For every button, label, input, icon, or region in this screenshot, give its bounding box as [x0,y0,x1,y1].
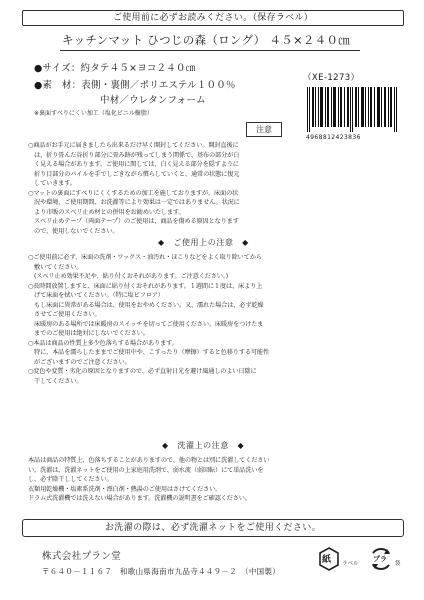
title-underline [60,50,360,51]
caution-list [28,141,240,236]
barcode-number: 4968812423836 [306,134,361,141]
caution-line: く見える場合があります。ご使用に関しては、白く見える部分を隠すように [28,161,239,168]
plastic-recycle-icon [368,545,394,577]
washing-list [28,456,269,504]
material-spec: ●素 材：表側・裏側／ポリエステル１００％ [34,80,236,91]
storage-label-notice: ご使用前に必ずお読みください。（保存ラベル） [22,10,404,26]
usage-line: 敷いてください。 [28,263,83,271]
usage-line: ○ご使用前に必ず、床面の洗剤・ワックス・油汚れ・ほこりなどをよく取り除いてから [28,254,262,261]
material-note: ※裏面すべりにくい加工（塩化ビニル樹脂） [34,110,153,117]
company-name: 株式会社プラン堂 [42,551,122,562]
washing-line: 衣類用乾燥機・塩素系洗剤・漂白剤・熱湯のご使用はさけてください。 [28,485,222,493]
caution-heading: 注意 [246,122,282,137]
caution-line: 況や環境、ご使用期間、お洗濯等により効果は一定ではありません。状況に [28,199,240,206]
material-spec-inner: 中材／ウレタンフォーム [100,95,206,106]
caution-line: より市販のスベリ止め材との併用をお勧めいたします。 [28,208,185,216]
paper-mark-label: ラベル [342,561,359,567]
washing-line: し、必ず陰干ししてください。 [28,476,113,483]
product-code: （XE-1273） [303,73,360,83]
caution-line: ので、使用しないでください。 [28,227,119,235]
washing-heading: ◆ 洗濯上の注意 ◆ [162,441,245,450]
size-spec: ●サイズ：約タテ４５×ヨコ２４０㎝ [34,63,196,74]
caution-line: ○マットの裏面にすべりにくくするための加工を施しておりますが、床面の状 [28,189,239,197]
paper-recycle-icon [316,546,342,576]
usage-line: がございますのでご注意ください。 [28,358,131,366]
usage-list [28,253,269,386]
washing-line: 本品は商品の特質上、色落ちすることがありますので、他の物とは別に洗濯してください [28,457,270,464]
caution-line: ○商品がお手元に届きましたら出来るだけ早く開封してください。開封直後に [28,142,239,149]
usage-line: 干してください。 [28,377,83,385]
usage-line: させてご使用ください。 [28,311,101,318]
usage-heading: ◆ ご使用上の注意 ◆ [158,238,249,247]
barcode-icon [305,87,399,132]
usage-line: 床暖房のある場所では床暖房のスイッチを切ってご使用ください。床暖房をつけたま [28,320,264,328]
usage-line: ○変色や変質・劣化の原因となりますので、必ず直射日光を避け風通しのよい日陰に [28,368,257,375]
product-title: キッチンマット ひつじの森（ロング） ４５×２４０㎝ [62,33,351,47]
usage-line: までのご使用は絶対にしないでください。 [28,330,149,337]
washing-line: い。洗濯は、洗濯ネットをご使用の上家庭用洗剤で、弱水流（弱回転）にて単品洗いを [28,466,264,474]
usage-line: 特に、本品を濡らしたままでご使用中や、こすったり（摩擦）すると色移りする可能性 [28,349,270,356]
usage-line: ○本品は商品の性質上多少色落ちする場合があります。 [28,339,178,347]
caution-line: スベリ止めテープ（両面テープ）のご使用は、商品を傷める原因となります [28,218,239,225]
washing-line: ドラム式洗濯機では洗えない場合があります。洗濯機の説明書をご確認ください。 [28,495,251,502]
plastic-mark-label: 袋 [395,561,401,567]
paper-mark-text: 紙 [322,555,332,565]
company-address: 〒６４０－１１６７ 和歌山県海南市九品寺４４９－２ （中国製） [42,567,281,576]
usage-line: もし床面に異常がある場合は、使用をおやめください。又、濡れた場合は、必ず乾燥 [28,301,264,309]
laundry-net-notice: お洗濯の際は、必ず洗濯ネットをご使用ください。 [22,519,404,537]
caution-line: していきます。 [28,180,76,187]
caution-line: は、折り畳んだ谷折り部分に畳み跡が残ってしまう関係で、基布の部分が白 [28,151,240,159]
usage-line: げて床面を拭いてください。（特に塩ビフロア） [28,292,164,299]
usage-line: ○長時間放置しますと、床面に貼り付くおそれがあります。１週間に１度は、床より上 [28,282,263,290]
plastic-mark-text: プラ [373,555,387,563]
usage-line: (スベリ止め効果不足や、貼り付くおそれがあります。ご注意ください。) [28,273,229,280]
caution-line: 折り目部分のパイルを手でしごきながら慣らしていくと、通常の状態に復元 [28,170,240,178]
